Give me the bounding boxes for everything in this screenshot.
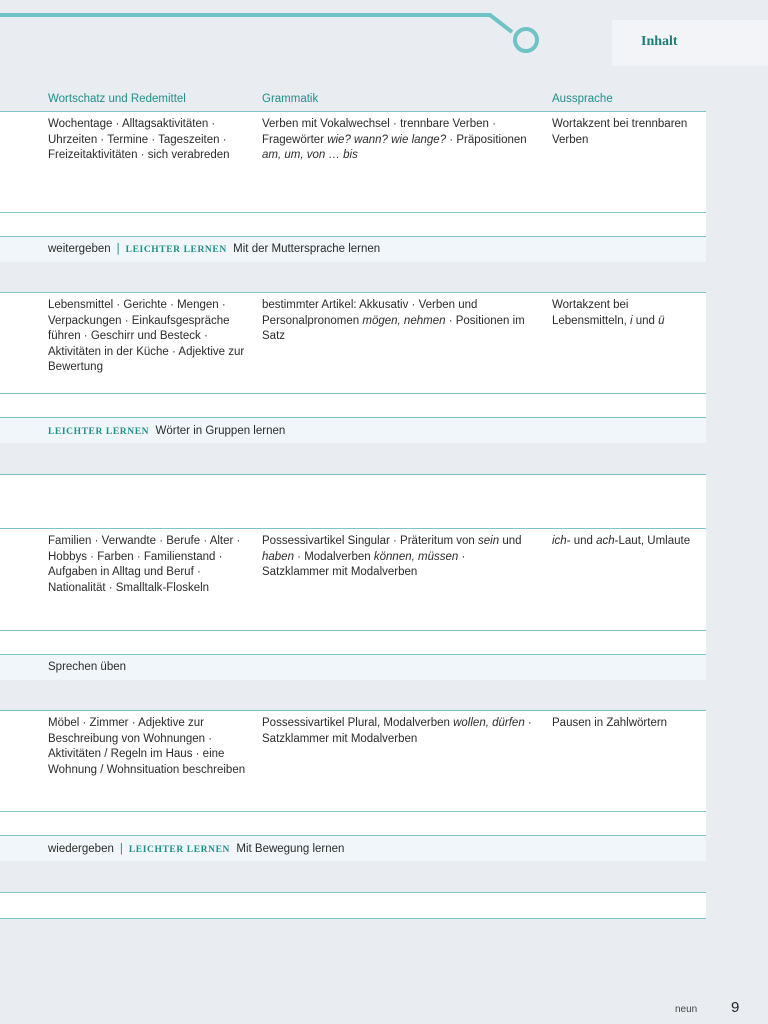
column-header-grammar: Grammatik (262, 93, 319, 105)
italic-text: wollen, dürfen (453, 717, 525, 729)
cell-text: · Modalverben (293, 550, 374, 563)
unit-2-band-text (48, 425, 285, 437)
cell-text: Familien · Verwandte · Berufe · Alter · Hobbys · Farben · Familienstand · Aufgaben in Alltag und Beruf · Nationalität · Smalltalk-Floskeln (48, 535, 241, 594)
unit-1-grammar (262, 117, 532, 164)
unit-4-grammar (262, 716, 532, 747)
cell-text: bestimmter Artikel: Akkusativ · Verben und Personalpronomen (262, 299, 478, 327)
italic-text: am, um, von … bis (262, 149, 358, 161)
cell-text: Wortakzent bei trennbaren Verben (552, 118, 688, 146)
italic-text: haben (262, 550, 294, 563)
leichter-lernen-label: LEICHTER LERNEN (125, 245, 227, 255)
italic-text: ach (596, 535, 615, 547)
unit-4-vocab (48, 716, 246, 778)
column-header-vocab: Wortschatz und Redemittel (48, 93, 186, 105)
cell-text: -Laut, Umlaute (614, 535, 691, 547)
italic-text: mögen, nehmen (362, 314, 446, 327)
leichter-lernen-label: LEICHTER LERNEN (48, 427, 150, 437)
header-tab (612, 20, 768, 66)
contents-table (0, 88, 706, 918)
unit-1-band-text (48, 243, 380, 255)
unit-2-grammar (262, 298, 532, 345)
unit-4-pronunciation (552, 716, 702, 732)
unit-1-vocab (48, 117, 246, 164)
unit-1-pronunciation (552, 117, 702, 148)
band-topic: Mit der Muttersprache lernen (233, 243, 381, 255)
cell-text: · Satzklammer mit Modalverben (262, 550, 466, 578)
divider (0, 918, 706, 919)
italic-text: ü (658, 314, 665, 327)
band-prefix: wiedergeben (48, 843, 114, 855)
cell-text: · Präpositionen (446, 133, 527, 146)
band-separator: | (116, 243, 120, 255)
band-topic: Mit Bewegung lernen (236, 843, 345, 855)
band-prefix: Sprechen üben (48, 661, 127, 673)
unit-3-grammar (262, 534, 532, 581)
unit-4-band-text (48, 843, 344, 855)
table-row-spacer (0, 394, 706, 417)
cell-text: Possessivartikel Plural, Modalverben (262, 717, 454, 729)
italic-text: können, müssen (373, 550, 459, 563)
cell-text: Verben mit Vokalwechsel · trennbare Verben · Fragewörter (262, 118, 496, 146)
cell-text: Wortakzent bei Lebensmitteln, (552, 299, 630, 327)
italic-text: ich (552, 535, 567, 547)
cell-text: und (499, 535, 522, 547)
band-prefix: weitergeben (48, 243, 111, 255)
cell-text: Pausen in Zahlwörtern (552, 717, 668, 729)
unit-3-band-text (48, 661, 126, 673)
page-number: 9 (731, 999, 740, 1016)
cell-text: Possessivartikel Singular · Präteritum von (262, 535, 479, 547)
cell-text: und (632, 314, 659, 327)
page-number-word: neun (675, 1004, 698, 1015)
table-row-empty (0, 475, 706, 528)
table-row-spacer (0, 213, 706, 236)
band-topic: Wörter in Gruppen lernen (155, 425, 286, 437)
page-title: Inhalt (641, 34, 678, 49)
cell-text: Möbel · Zimmer · Adjektive zur Beschreibung von Wohnungen · Aktivitäten / Regeln im Haus · eine Wohnung / Wohnsituation beschreiben (48, 717, 246, 776)
cell-text: - und (566, 535, 597, 547)
italic-text: sein (478, 535, 500, 547)
unit-2-pronunciation (552, 298, 702, 329)
band-separator: | (119, 843, 123, 855)
cell-text: · Positionen im Satz (262, 314, 525, 342)
cell-text: Wochentage · Alltagsaktivitäten · Uhrzeiten · Termine · Tageszeiten · Freizeitaktivitäten · sich verabreden (48, 118, 230, 161)
unit-3-pronunciation (552, 534, 702, 550)
unit-2-vocab (48, 298, 246, 376)
column-header-pronunciation: Aussprache (552, 93, 613, 105)
cell-text: Lebensmittel · Gerichte · Mengen · Verpackungen · Einkaufsgespräche führen · Geschirr und Besteck · Aktivitäten in der Küche · Adjektive zur Bewertung (48, 299, 245, 373)
table-row-empty (0, 893, 706, 918)
italic-text: i (630, 314, 633, 327)
cell-text: · Satzklammer mit Modalverben (262, 717, 532, 745)
italic-text: wie? wann? wie lange? (327, 133, 447, 146)
leichter-lernen-label: LEICHTER LERNEN (128, 845, 230, 855)
table-row-spacer (0, 812, 706, 835)
unit-3-vocab (48, 534, 246, 596)
table-row-spacer (0, 631, 706, 654)
